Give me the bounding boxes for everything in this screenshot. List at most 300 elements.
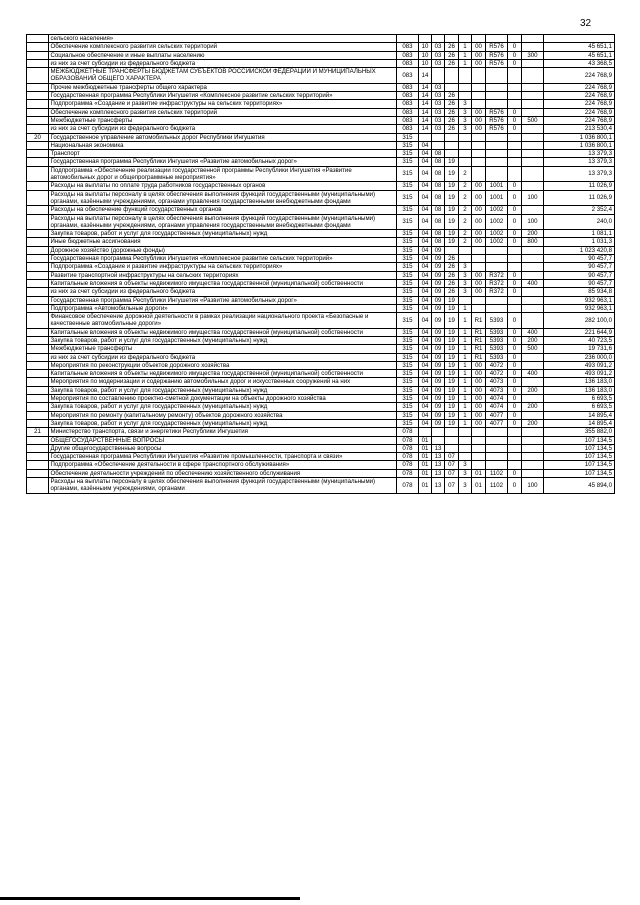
code-direction bbox=[486, 296, 508, 304]
code-section: 01 bbox=[419, 478, 432, 494]
code-subsection: 09 bbox=[432, 313, 445, 329]
code-subprogram: 1 bbox=[459, 43, 472, 51]
code-event: 00 bbox=[472, 238, 486, 246]
code-program bbox=[445, 246, 459, 254]
table-row bbox=[27, 263, 615, 271]
code-program: 19 bbox=[445, 296, 459, 304]
code-ministry: 315 bbox=[397, 141, 419, 149]
table-row bbox=[27, 125, 615, 133]
code-section: 14 bbox=[419, 92, 432, 100]
code-direction bbox=[486, 158, 508, 166]
table-row bbox=[27, 436, 615, 444]
row-number bbox=[27, 296, 49, 304]
code-expense-type bbox=[522, 83, 544, 91]
code-direction bbox=[486, 428, 508, 436]
code-ministry: 083 bbox=[397, 83, 419, 91]
code-section: 04 bbox=[419, 419, 432, 427]
code-subsection: 03 bbox=[432, 116, 445, 124]
row-number bbox=[27, 246, 49, 254]
code-event bbox=[472, 35, 486, 43]
code-direction bbox=[486, 453, 508, 461]
table-row bbox=[27, 43, 615, 51]
code-expense-type: 800 bbox=[522, 238, 544, 246]
code-subprogram: 1 bbox=[459, 395, 472, 403]
code-extra bbox=[508, 246, 522, 254]
code-subsection: 13 bbox=[432, 469, 445, 477]
table-row bbox=[27, 166, 615, 182]
row-number bbox=[27, 230, 49, 238]
code-expense-type bbox=[522, 263, 544, 271]
code-subsection bbox=[432, 428, 445, 436]
code-extra: 0 bbox=[508, 403, 522, 411]
code-subprogram: 1 bbox=[459, 361, 472, 369]
table-row bbox=[27, 336, 615, 344]
row-number bbox=[27, 386, 49, 394]
code-subprogram: 2 bbox=[459, 230, 472, 238]
code-subprogram bbox=[459, 255, 472, 263]
code-expense-type bbox=[522, 43, 544, 51]
code-section: 04 bbox=[419, 214, 432, 230]
code-event: 00 bbox=[472, 411, 486, 419]
row-name: из них за счет субсидии из федерального бюджета bbox=[49, 59, 397, 67]
code-subsection: 03 bbox=[432, 125, 445, 133]
code-expense-type bbox=[522, 453, 544, 461]
code-expense-type bbox=[522, 92, 544, 100]
code-subsection: 08 bbox=[432, 238, 445, 246]
code-direction: R576 bbox=[486, 116, 508, 124]
code-program: 19 bbox=[445, 230, 459, 238]
code-ministry: 315 bbox=[397, 238, 419, 246]
code-section: 04 bbox=[419, 386, 432, 394]
code-subprogram: 1 bbox=[459, 386, 472, 394]
code-ministry: 315 bbox=[397, 313, 419, 329]
code-direction: 5393 bbox=[486, 353, 508, 361]
code-subsection bbox=[432, 141, 445, 149]
code-program: 07 bbox=[445, 461, 459, 469]
code-ministry: 315 bbox=[397, 336, 419, 344]
code-subsection: 13 bbox=[432, 478, 445, 494]
code-section: 01 bbox=[419, 444, 432, 452]
row-number bbox=[27, 313, 49, 329]
row-number bbox=[27, 461, 49, 469]
table-row bbox=[27, 108, 615, 116]
row-amount: 14 895,4 bbox=[544, 411, 615, 419]
row-name: Расходы на обеспечение функций государственных органов bbox=[49, 206, 397, 214]
row-amount: 136 183,0 bbox=[544, 386, 615, 394]
code-expense-type bbox=[522, 133, 544, 141]
code-section: 14 bbox=[419, 68, 432, 84]
code-ministry: 315 bbox=[397, 328, 419, 336]
row-name: Капитальные вложения в объекты недвижимого имущества государственной (муниципальной) собственности bbox=[49, 328, 397, 336]
row-amount: 14 895,4 bbox=[544, 419, 615, 427]
code-program: 19 bbox=[445, 190, 459, 206]
code-ministry: 315 bbox=[397, 182, 419, 190]
row-number: 20 bbox=[27, 133, 49, 141]
code-direction: R372 bbox=[486, 288, 508, 296]
row-number bbox=[27, 125, 49, 133]
code-expense-type: 500 bbox=[522, 345, 544, 353]
row-number bbox=[27, 83, 49, 91]
code-extra: 0 bbox=[508, 478, 522, 494]
code-subprogram: 1 bbox=[459, 304, 472, 312]
code-expense-type bbox=[522, 411, 544, 419]
code-expense-type bbox=[522, 141, 544, 149]
row-number bbox=[27, 166, 49, 182]
code-subprogram bbox=[459, 436, 472, 444]
code-subprogram: 3 bbox=[459, 288, 472, 296]
table-row bbox=[27, 304, 615, 312]
code-expense-type bbox=[522, 296, 544, 304]
code-event bbox=[472, 304, 486, 312]
row-number bbox=[27, 238, 49, 246]
code-program: 19 bbox=[445, 353, 459, 361]
row-number bbox=[27, 190, 49, 206]
code-extra bbox=[508, 428, 522, 436]
code-section: 04 bbox=[419, 255, 432, 263]
row-number bbox=[27, 150, 49, 158]
code-program bbox=[445, 436, 459, 444]
code-event: 00 bbox=[472, 288, 486, 296]
code-event bbox=[472, 255, 486, 263]
row-number bbox=[27, 35, 49, 43]
code-ministry: 083 bbox=[397, 59, 419, 67]
row-amount: 932 963,1 bbox=[544, 296, 615, 304]
row-name: Мероприятия по ремонту (капитальному ремонту) объектов дорожного хозяйства bbox=[49, 411, 397, 419]
code-section bbox=[419, 133, 432, 141]
code-direction: 5393 bbox=[486, 313, 508, 329]
code-extra: 0 bbox=[508, 108, 522, 116]
code-expense-type bbox=[522, 125, 544, 133]
row-amount: 90 457,7 bbox=[544, 263, 615, 271]
code-subsection bbox=[432, 436, 445, 444]
row-name: из них за счет субсидии из федерального бюджета bbox=[49, 125, 397, 133]
code-direction bbox=[486, 92, 508, 100]
code-subsection: 03 bbox=[432, 43, 445, 51]
table-row bbox=[27, 51, 615, 59]
code-direction: 1002 bbox=[486, 214, 508, 230]
row-amount: 1 036 800,1 bbox=[544, 133, 615, 141]
code-program: 19 bbox=[445, 395, 459, 403]
code-ministry: 078 bbox=[397, 444, 419, 452]
code-direction: 5393 bbox=[486, 336, 508, 344]
code-ministry: 315 bbox=[397, 214, 419, 230]
code-direction bbox=[486, 263, 508, 271]
code-section: 14 bbox=[419, 100, 432, 108]
row-amount: 40 723,5 bbox=[544, 336, 615, 344]
row-amount: 107 134,5 bbox=[544, 436, 615, 444]
code-subsection: 03 bbox=[432, 51, 445, 59]
code-program: 19 bbox=[445, 214, 459, 230]
code-extra bbox=[508, 100, 522, 108]
table-row bbox=[27, 419, 615, 427]
code-extra: 0 bbox=[508, 469, 522, 477]
code-extra: 0 bbox=[508, 419, 522, 427]
code-section: 14 bbox=[419, 108, 432, 116]
code-expense-type bbox=[522, 444, 544, 452]
code-extra bbox=[508, 133, 522, 141]
table-row bbox=[27, 68, 615, 84]
code-section: 04 bbox=[419, 361, 432, 369]
row-amount: 224 768,9 bbox=[544, 92, 615, 100]
code-expense-type bbox=[522, 59, 544, 67]
code-direction: 1102 bbox=[486, 478, 508, 494]
code-program: 26 bbox=[445, 59, 459, 67]
code-section: 10 bbox=[419, 43, 432, 51]
code-subsection: 09 bbox=[432, 271, 445, 279]
code-event bbox=[472, 158, 486, 166]
code-subsection: 09 bbox=[432, 296, 445, 304]
code-subprogram: 1 bbox=[459, 345, 472, 353]
code-extra: 0 bbox=[508, 328, 522, 336]
code-program: 19 bbox=[445, 206, 459, 214]
code-event: 00 bbox=[472, 206, 486, 214]
code-extra bbox=[508, 461, 522, 469]
row-number bbox=[27, 43, 49, 51]
row-name: Государственная программа Республики Ингушетия «Развитие промышленности, транспорта и связи» bbox=[49, 453, 397, 461]
code-section: 04 bbox=[419, 328, 432, 336]
code-expense-type: 200 bbox=[522, 336, 544, 344]
code-subprogram: 3 bbox=[459, 279, 472, 287]
code-ministry: 315 bbox=[397, 230, 419, 238]
row-amount: 85 934,8 bbox=[544, 288, 615, 296]
code-subsection: 03 bbox=[432, 83, 445, 91]
code-ministry: 315 bbox=[397, 370, 419, 378]
code-direction bbox=[486, 100, 508, 108]
code-direction bbox=[486, 246, 508, 254]
code-event bbox=[472, 100, 486, 108]
code-section: 04 bbox=[419, 403, 432, 411]
code-subsection: 03 bbox=[432, 108, 445, 116]
table-row bbox=[27, 469, 615, 477]
row-name: Закупка товаров, работ и услуг для государственных (муниципальных) нужд bbox=[49, 230, 397, 238]
row-number bbox=[27, 51, 49, 59]
code-event bbox=[472, 141, 486, 149]
row-name: Министерство транспорта, связи и энергетики Республики Ингушетия bbox=[49, 428, 397, 436]
row-amount: 136 183,0 bbox=[544, 378, 615, 386]
code-section bbox=[419, 428, 432, 436]
code-event: 00 bbox=[472, 230, 486, 238]
code-ministry: 315 bbox=[397, 419, 419, 427]
row-amount: 6 693,5 bbox=[544, 403, 615, 411]
code-section: 04 bbox=[419, 353, 432, 361]
code-expense-type bbox=[522, 361, 544, 369]
code-subsection: 08 bbox=[432, 206, 445, 214]
code-event: 00 bbox=[472, 361, 486, 369]
table-row bbox=[27, 255, 615, 263]
row-amount: 493 091,2 bbox=[544, 361, 615, 369]
code-expense-type bbox=[522, 271, 544, 279]
row-name: Капитальные вложения в объекты недвижимого имущества государственной (муниципальной) собственности bbox=[49, 279, 397, 287]
row-name: Подпрограмма «Создание и развитие инфраструктуры на сельских территориях» bbox=[49, 263, 397, 271]
row-name: Государственная программа Республики Ингушетия «Развитие автомобильных дорог» bbox=[49, 296, 397, 304]
row-name: Иные бюджетные ассигнования bbox=[49, 238, 397, 246]
code-ministry: 315 bbox=[397, 296, 419, 304]
code-subsection: 09 bbox=[432, 336, 445, 344]
row-number bbox=[27, 361, 49, 369]
code-program: 19 bbox=[445, 419, 459, 427]
table-row bbox=[27, 238, 615, 246]
row-name: Финансовое обеспечение дорожной деятельности в рамках реализации национального проекта «Безопасные и качественные автомобильные дороги» bbox=[49, 313, 397, 329]
code-direction: 1002 bbox=[486, 238, 508, 246]
code-section: 04 bbox=[419, 182, 432, 190]
code-subsection: 13 bbox=[432, 453, 445, 461]
code-extra bbox=[508, 166, 522, 182]
code-ministry: 078 bbox=[397, 469, 419, 477]
code-direction: R576 bbox=[486, 59, 508, 67]
code-program bbox=[445, 68, 459, 84]
code-expense-type bbox=[522, 461, 544, 469]
code-ministry: 083 bbox=[397, 43, 419, 51]
code-direction: 1002 bbox=[486, 230, 508, 238]
code-subprogram: 1 bbox=[459, 403, 472, 411]
row-amount: 90 457,7 bbox=[544, 271, 615, 279]
code-expense-type: 300 bbox=[522, 51, 544, 59]
code-subsection: 09 bbox=[432, 345, 445, 353]
code-subsection: 03 bbox=[432, 92, 445, 100]
row-name: Расходы на выплаты персоналу в целях обеспечения выполнения функций государственными (муниципальными) органами, казёнными учреждениями, органами управления государственными внебюджетными фондами bbox=[49, 214, 397, 230]
code-section: 04 bbox=[419, 336, 432, 344]
code-direction: 4074 bbox=[486, 403, 508, 411]
code-extra: 0 bbox=[508, 361, 522, 369]
code-event: 01 bbox=[472, 469, 486, 477]
code-extra: 0 bbox=[508, 386, 522, 394]
code-ministry: 315 bbox=[397, 353, 419, 361]
code-direction: 1102 bbox=[486, 469, 508, 477]
code-ministry: 315 bbox=[397, 411, 419, 419]
code-subsection: 09 bbox=[432, 328, 445, 336]
code-program: 26 bbox=[445, 108, 459, 116]
row-number bbox=[27, 214, 49, 230]
row-number bbox=[27, 182, 49, 190]
code-event bbox=[472, 436, 486, 444]
code-extra: 0 bbox=[508, 313, 522, 329]
code-section: 04 bbox=[419, 190, 432, 206]
table-row bbox=[27, 190, 615, 206]
row-amount: 90 457,7 bbox=[544, 255, 615, 263]
code-section: 04 bbox=[419, 296, 432, 304]
code-subsection: 03 bbox=[432, 59, 445, 67]
row-amount: 236 000,0 bbox=[544, 353, 615, 361]
code-subprogram bbox=[459, 68, 472, 84]
code-ministry: 083 bbox=[397, 92, 419, 100]
code-ministry: 315 bbox=[397, 133, 419, 141]
code-section: 04 bbox=[419, 230, 432, 238]
code-extra: 0 bbox=[508, 51, 522, 59]
code-program bbox=[445, 141, 459, 149]
code-program: 19 bbox=[445, 345, 459, 353]
row-name: Дорожное хозяйство (дорожные фонды) bbox=[49, 246, 397, 254]
code-event: 00 bbox=[472, 386, 486, 394]
code-section: 04 bbox=[419, 141, 432, 149]
code-expense-type bbox=[522, 150, 544, 158]
table-row bbox=[27, 133, 615, 141]
row-name: Закупка товаров, работ и услуг для государственных (муниципальных) нужд bbox=[49, 386, 397, 394]
code-program: 19 bbox=[445, 370, 459, 378]
code-extra: 0 bbox=[508, 125, 522, 133]
row-name: Прочие межбюджетные трансферты общего характера bbox=[49, 83, 397, 91]
code-program: 07 bbox=[445, 453, 459, 461]
code-subprogram: 3 bbox=[459, 461, 472, 469]
code-direction: 4077 bbox=[486, 419, 508, 427]
code-ministry: 078 bbox=[397, 461, 419, 469]
code-program: 19 bbox=[445, 361, 459, 369]
code-direction bbox=[486, 436, 508, 444]
row-amount bbox=[544, 35, 615, 43]
code-extra: 0 bbox=[508, 378, 522, 386]
row-name: Мероприятия по реконструкции объектов дорожного хозяйства bbox=[49, 361, 397, 369]
code-expense-type bbox=[522, 100, 544, 108]
code-program: 19 bbox=[445, 411, 459, 419]
code-subprogram: 3 bbox=[459, 263, 472, 271]
table-row bbox=[27, 92, 615, 100]
code-ministry: 315 bbox=[397, 190, 419, 206]
code-expense-type: 400 bbox=[522, 279, 544, 287]
code-extra bbox=[508, 92, 522, 100]
row-number bbox=[27, 403, 49, 411]
code-subprogram bbox=[459, 444, 472, 452]
table-row bbox=[27, 395, 615, 403]
code-program: 26 bbox=[445, 116, 459, 124]
table-row bbox=[27, 345, 615, 353]
code-expense-type: 200 bbox=[522, 230, 544, 238]
row-amount: 19 731,6 bbox=[544, 345, 615, 353]
row-number bbox=[27, 395, 49, 403]
code-direction bbox=[486, 133, 508, 141]
row-number bbox=[27, 444, 49, 452]
row-name: Закупка товаров, работ и услуг для государственных (муниципальных) нужд bbox=[49, 403, 397, 411]
code-direction: 4074 bbox=[486, 395, 508, 403]
code-subsection: 09 bbox=[432, 378, 445, 386]
row-number bbox=[27, 141, 49, 149]
code-ministry: 315 bbox=[397, 255, 419, 263]
code-subsection bbox=[432, 68, 445, 84]
code-direction bbox=[486, 461, 508, 469]
code-subsection: 09 bbox=[432, 395, 445, 403]
row-name: Социальное обеспечение и иные выплаты населению bbox=[49, 51, 397, 59]
row-name: Расходы на выплаты персоналу в целях обеспечения выполнения функций государственными (муниципальными) органами, казёнными учреждениями, органами управления государственными внебюджетными фондами bbox=[49, 190, 397, 206]
code-direction: 1002 bbox=[486, 206, 508, 214]
code-direction bbox=[486, 35, 508, 43]
code-expense-type bbox=[522, 395, 544, 403]
code-section: 04 bbox=[419, 150, 432, 158]
code-subprogram: 1 bbox=[459, 419, 472, 427]
row-amount: 224 768,9 bbox=[544, 83, 615, 91]
code-ministry: 315 bbox=[397, 345, 419, 353]
code-program: 19 bbox=[445, 378, 459, 386]
code-expense-type bbox=[522, 68, 544, 84]
row-name: ОБЩЕГОСУДАРСТВЕННЫЕ ВОПРОСЫ bbox=[49, 436, 397, 444]
code-subprogram: 3 bbox=[459, 271, 472, 279]
code-program: 26 bbox=[445, 288, 459, 296]
table-row bbox=[27, 150, 615, 158]
code-program: 26 bbox=[445, 263, 459, 271]
table-row bbox=[27, 100, 615, 108]
code-extra: 0 bbox=[508, 411, 522, 419]
row-number bbox=[27, 353, 49, 361]
code-ministry: 315 bbox=[397, 271, 419, 279]
code-extra: 0 bbox=[508, 214, 522, 230]
row-name: Государственная программа Республики Ингушетия «Комплексное развитие сельских территорий» bbox=[49, 92, 397, 100]
code-extra: 0 bbox=[508, 182, 522, 190]
code-expense-type bbox=[522, 469, 544, 477]
code-section: 04 bbox=[419, 370, 432, 378]
code-section bbox=[419, 35, 432, 43]
code-expense-type: 100 bbox=[522, 478, 544, 494]
code-program: 26 bbox=[445, 125, 459, 133]
code-section: 04 bbox=[419, 304, 432, 312]
code-extra: 0 bbox=[508, 370, 522, 378]
code-extra: 0 bbox=[508, 336, 522, 344]
